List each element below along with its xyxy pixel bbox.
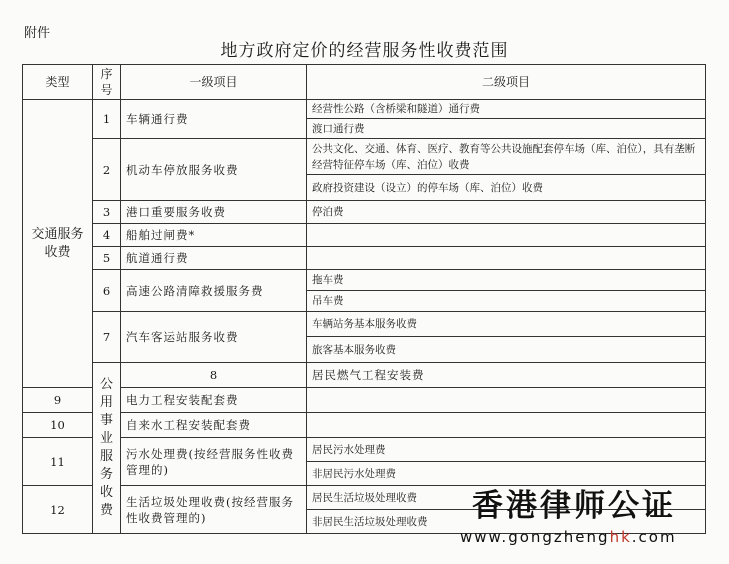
level1-item: 电力工程安装配套费 xyxy=(121,388,307,413)
level2-item: 渡口通行费 xyxy=(307,119,706,139)
row-number: 4 xyxy=(93,224,121,247)
table-row xyxy=(23,363,706,388)
level2-item xyxy=(307,247,706,270)
level1-item: 航道通行费 xyxy=(121,247,307,270)
header-row xyxy=(23,65,706,100)
row-number: 12 xyxy=(23,486,93,534)
header-level2: 二级项目 xyxy=(307,65,706,100)
table-row xyxy=(23,438,706,462)
table-row xyxy=(23,139,706,175)
level2-item: 车辆站务基本服务收费 xyxy=(307,312,706,337)
table-row xyxy=(23,224,706,247)
row-number: 2 xyxy=(93,139,121,201)
level2-item: 停泊费 xyxy=(307,201,706,224)
row-number: 8 xyxy=(121,363,307,388)
level1-item: 港口重要服务收费 xyxy=(121,201,307,224)
category-utilities: 公用事业服务收费 xyxy=(93,363,121,534)
level2-item: 公共文化、交通、体育、医疗、教育等公共设施配套停车场（库、泊位），具有垄断经营特征停车场（库、泊位）收费 xyxy=(307,139,706,175)
level2-item: 居民污水处理费 xyxy=(307,438,706,462)
watermark-url-accent: hk xyxy=(609,528,632,546)
table-row xyxy=(23,388,706,413)
row-number: 9 xyxy=(23,388,93,413)
level2-item xyxy=(307,224,706,247)
category-transport: 交通服务收费 xyxy=(23,100,93,388)
level1-item: 高速公路清障救援服务费 xyxy=(121,270,307,312)
row-number: 10 xyxy=(23,413,93,438)
table-row xyxy=(23,270,706,291)
header-type: 类型 xyxy=(23,65,93,100)
level1-item: 机动车停放服务收费 xyxy=(121,139,307,201)
level2-item: 非居民生活垃圾处理收费 xyxy=(307,510,706,534)
table-row xyxy=(23,413,706,438)
level2-item: 拖车费 xyxy=(307,270,706,291)
row-number: 6 xyxy=(93,270,121,312)
table-row xyxy=(23,100,706,119)
level2-item xyxy=(307,388,706,413)
level2-item: 政府投资建设（设立）的停车场（库、泊位）收费 xyxy=(307,175,706,201)
level2-item: 旅客基本服务收费 xyxy=(307,337,706,363)
row-number: 1 xyxy=(93,100,121,139)
document-title: 地方政府定价的经营服务性收费范围 xyxy=(220,41,509,61)
level2-item: 居民生活垃圾处理收费 xyxy=(307,486,706,510)
level1-item: 自来水工程安装配套费 xyxy=(121,413,307,438)
header-level1: 一级项目 xyxy=(121,65,307,100)
fee-scope-table xyxy=(22,64,706,534)
row-number: 7 xyxy=(93,312,121,363)
watermark-url xyxy=(460,528,677,546)
watermark-url-tail: .com xyxy=(631,528,677,546)
watermark-url-main: www.gongzheng xyxy=(460,528,610,546)
table-row xyxy=(23,247,706,270)
watermark-title: 香港律师公证 xyxy=(472,488,676,524)
row-number: 11 xyxy=(23,438,93,486)
header-no: 序号 xyxy=(93,65,121,100)
level1-item: 居民燃气工程安装费 xyxy=(307,363,706,388)
level1-item: 生活垃圾处理收费(按经营服务性收费管理的) xyxy=(121,486,307,534)
level2-item: 经营性公路（含桥梁和隧道）通行费 xyxy=(307,100,706,119)
level2-item: 非居民污水处理费 xyxy=(307,462,706,486)
level2-item: 吊车费 xyxy=(307,291,706,312)
level1-item: 车辆通行费 xyxy=(121,100,307,139)
watermark xyxy=(460,478,729,564)
level1-item: 汽车客运站服务收费 xyxy=(121,312,307,363)
table-row xyxy=(23,312,706,337)
level1-item: 污水处理费(按经营服务性收费管理的) xyxy=(121,438,307,486)
attachment-label: 附件 xyxy=(24,26,51,41)
row-number: 3 xyxy=(93,201,121,224)
level1-item: 船舶过闸费* xyxy=(121,224,307,247)
row-number: 5 xyxy=(93,247,121,270)
level2-item xyxy=(307,413,706,438)
table-row xyxy=(23,201,706,224)
